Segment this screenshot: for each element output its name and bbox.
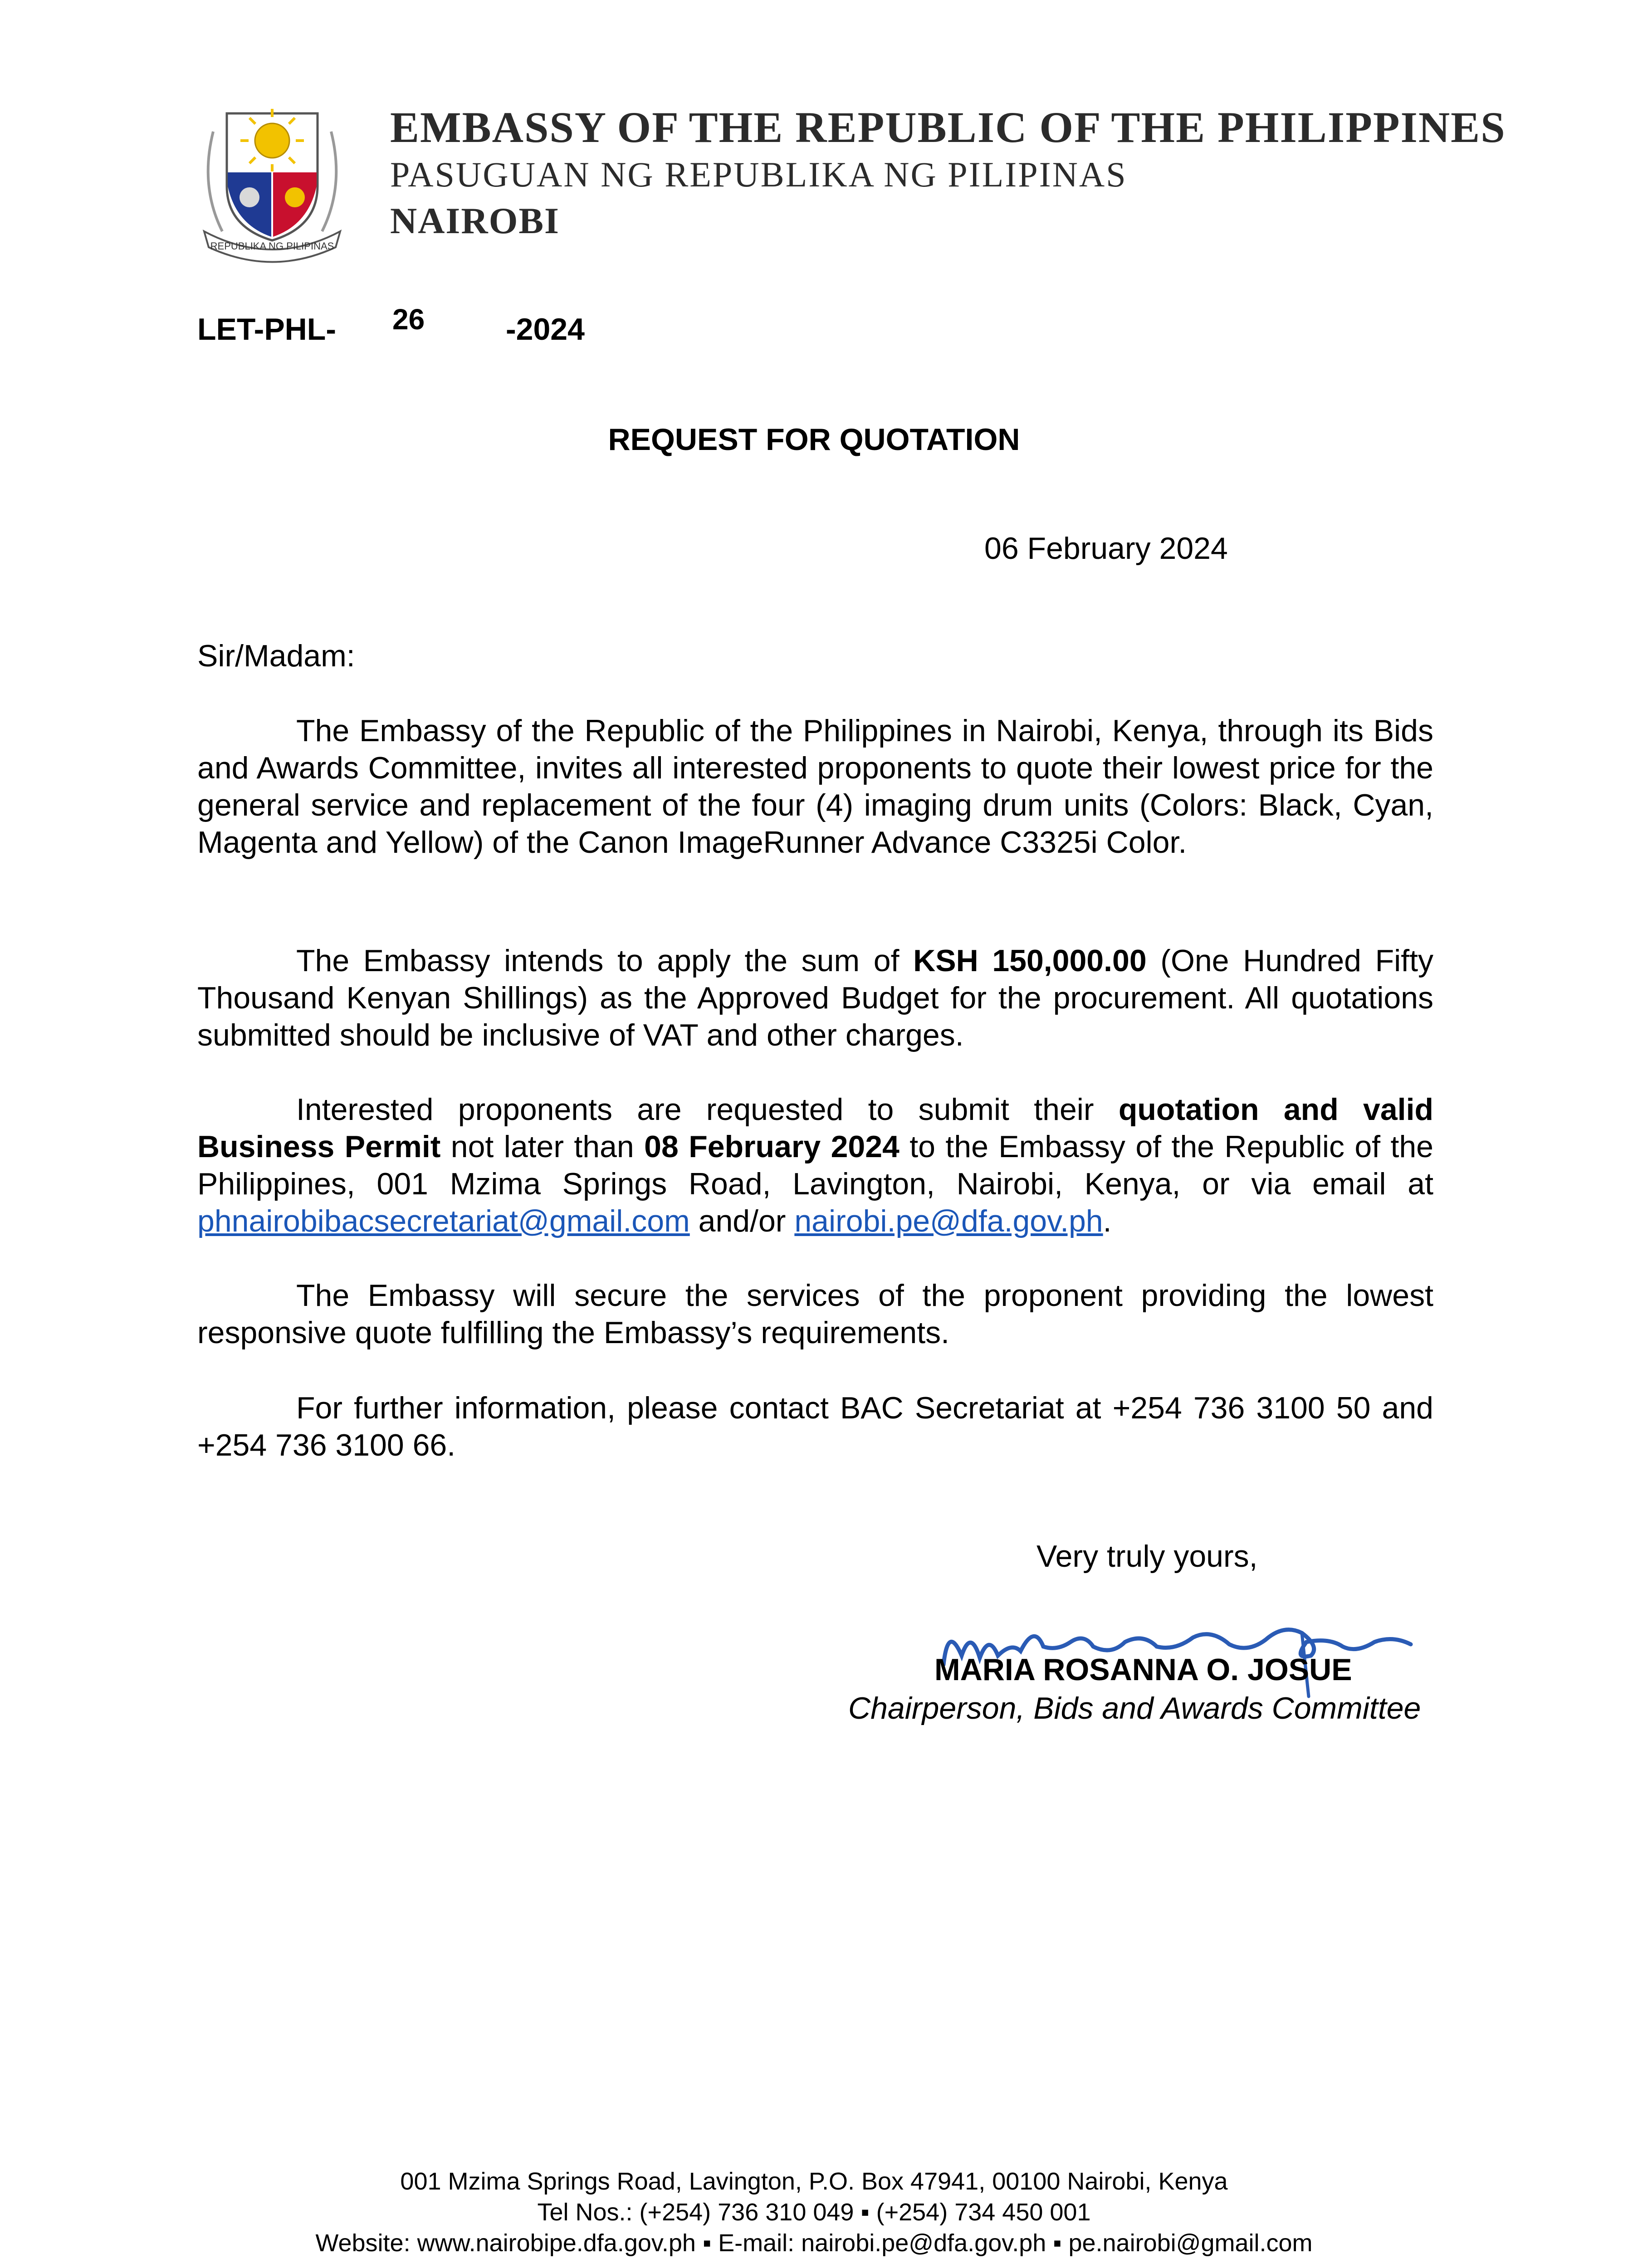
letterhead-city: NAIROBI <box>390 200 560 241</box>
paragraph-budget <box>197 942 1433 1054</box>
bac-email-link[interactable]: phnairobibacsecretariat@gmail.com <box>197 1204 690 1238</box>
reference-prefix: LET-PHL- <box>197 312 336 347</box>
submission-text-4: and/or <box>689 1204 795 1238</box>
footer-web-email: Website: www.nairobipe.dfa.gov.ph ▪ E-mail: nairobi.pe@dfa.gov.ph ▪ pe.nairobi@gmail.com <box>315 2229 1313 2257</box>
paragraph-invitation: The Embassy of the Republic of the Philippines in Nairobi, Kenya, through its Bids and Awards Committee, invites all interested proponents to quote their lowest price for the general service and replacement of the four (4) imaging drum units (Colors: Black, Cyan, Magenta and Yellow) of the Canon ImageRunner Advance C3325i Color. <box>197 714 1433 860</box>
footer-address: 001 Mzima Springs Road, Lavington, P.O. Box 47941, 00100 Nairobi, Kenya <box>400 2168 1228 2195</box>
paragraph-award: The Embassy will secure the services of the proponent providing the lowest responsive quote fulfilling the Embassy’s requirements. <box>197 1278 1433 1350</box>
submission-deadline: 08 February 2024 <box>644 1129 900 1164</box>
budget-text: The Embassy intends to apply the sum of <box>296 943 914 978</box>
reference-suffix: -2024 <box>506 312 585 347</box>
footer-phones: Tel Nos.: (+254) 736 310 049 ▪ (+254) 734 450 001 <box>537 2199 1091 2226</box>
document-title: REQUEST FOR QUOTATION <box>608 422 1020 457</box>
letterhead-embassy-name: EMBASSY OF THE REPUBLIC OF THE PHILIPPINES <box>390 103 1506 152</box>
submission-text: Interested proponents are requested to submit their <box>296 1092 1119 1127</box>
reference-sequence: 26 <box>392 303 425 336</box>
salutation: Sir/Madam: <box>197 639 355 673</box>
paragraph-submission <box>197 1091 1433 1240</box>
submission-text-end: . <box>1103 1204 1112 1238</box>
signer-title: Chairperson, Bids and Awards Committee <box>848 1691 1421 1725</box>
signer-name: MARIA ROSANNA O. JOSUE <box>934 1652 1352 1687</box>
embassy-email-link[interactable]: nairobi.pe@dfa.gov.ph <box>794 1204 1103 1238</box>
budget-text-rest: (One Hundred Fifty Thousand Kenyan Shillings) as the Approved Budget for the procurement. All quotations submitted should be inclusive of VAT and other charges. <box>197 943 1434 1052</box>
seal-ribbon-text: REPUBLIKA NG PILIPINAS <box>210 240 334 252</box>
submission-text-3: to the Embassy of the Republic of the Philippines, 001 Mzima Springs Road, Lavington, Nairobi, Kenya, or via email at <box>197 1129 1434 1201</box>
closing: Very truly yours, <box>1036 1539 1258 1574</box>
philippine-seal-logo <box>195 95 349 263</box>
paragraph-contact: For further information, please contact BAC Secretariat at +254 736 3100 50 and +254 736 3100 66. <box>197 1391 1433 1462</box>
budget-amount: KSH 150,000.00 <box>913 943 1147 978</box>
submission-text-2: not later than <box>440 1129 645 1164</box>
required-documents: quotation and valid Business Permit <box>197 1092 1433 1164</box>
letter-date: 06 February 2024 <box>984 531 1228 566</box>
letterhead-filipino-name: PASUGUAN NG REPUBLIKA NG PILIPINAS <box>390 155 1127 194</box>
